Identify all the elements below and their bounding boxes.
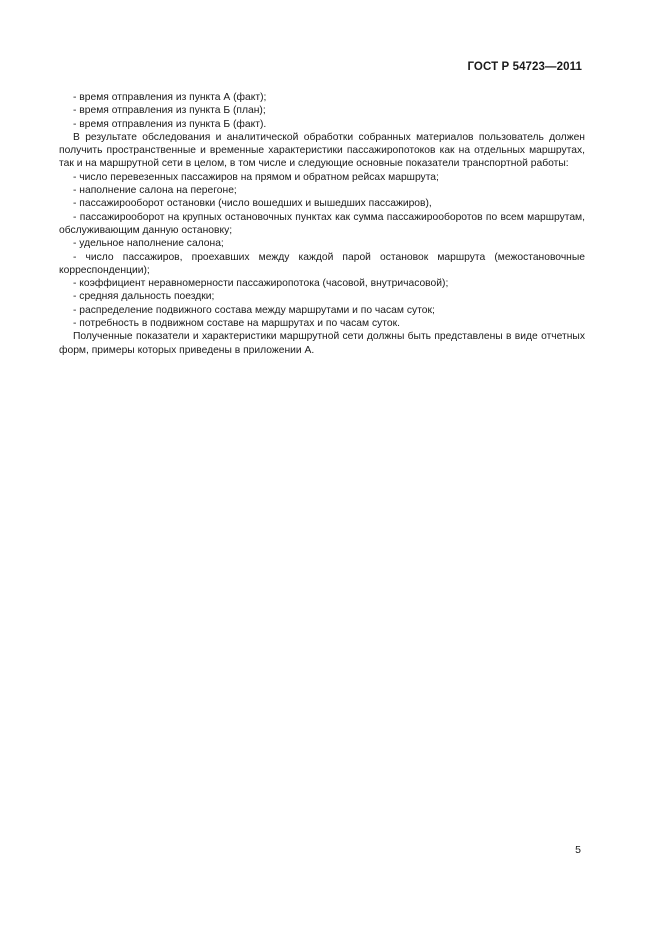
list-item-stop-turnover: - пассажирооборот остановки (число вошедших и вышедших пассажиров), xyxy=(73,198,432,210)
list-item-cabin-load: - наполнение салона на перегоне; xyxy=(73,185,237,197)
list-item-unevenness-coefficient: - коэффициент неравномерности пассажиропотока (часовой, внутричасовой); xyxy=(73,278,449,290)
paragraph-report-forms: Полученные показатели и характеристики маршрутной сети должны быть представлены в виде отчетных форм, примеры которых приведены в приложении А. xyxy=(59,331,585,356)
list-item-major-stop-turnover: - пассажирооборот на крупных остановочных пунктах как сумма пассажирооборотов по всем маршрутам, обслуживающим данную остановку; xyxy=(59,211,585,236)
paragraph-departure-a-fact: - время отправления из пункта А (факт); xyxy=(73,92,267,103)
list-item-inter-stop-correspondence: - число пассажиров, проехавших между каждой парой остановок маршрута (межостановочные корреспонденции); xyxy=(59,251,585,276)
list-item-fleet-distribution: - распределение подвижного состава между маршрутами и по часам суток; xyxy=(73,304,435,316)
page-number: 5 xyxy=(575,844,581,856)
document-body xyxy=(59,91,585,357)
list-item-fleet-requirement: - потребность в подвижном составе на маршрутах и по часам суток. xyxy=(73,318,400,330)
list-item-specific-load: - удельное наполнение салона; xyxy=(73,238,224,250)
paragraph-departure-b-fact: - время отправления из пункта Б (факт). xyxy=(73,118,267,130)
list-item-average-trip-length: - средняя дальность поездки; xyxy=(73,291,215,303)
document-code-header: ГОСТ Р 54723—2011 xyxy=(467,61,582,73)
paragraph-analysis-results: В результате обследования и аналитической обработки собранных материалов пользователь должен получить пространственные и временные характеристики пассажиропотоков как на отдельных маршрутах, так и на маршрутной сети в целом, в том числе и следующие основные показатели транспортной работы: xyxy=(59,131,585,170)
paragraph-departure-b-plan: - время отправления из пункта Б (план); xyxy=(73,105,266,117)
list-item-passengers-carried: - число перевезенных пассажиров на прямом и обратном рейсах маршрута; xyxy=(73,171,439,183)
